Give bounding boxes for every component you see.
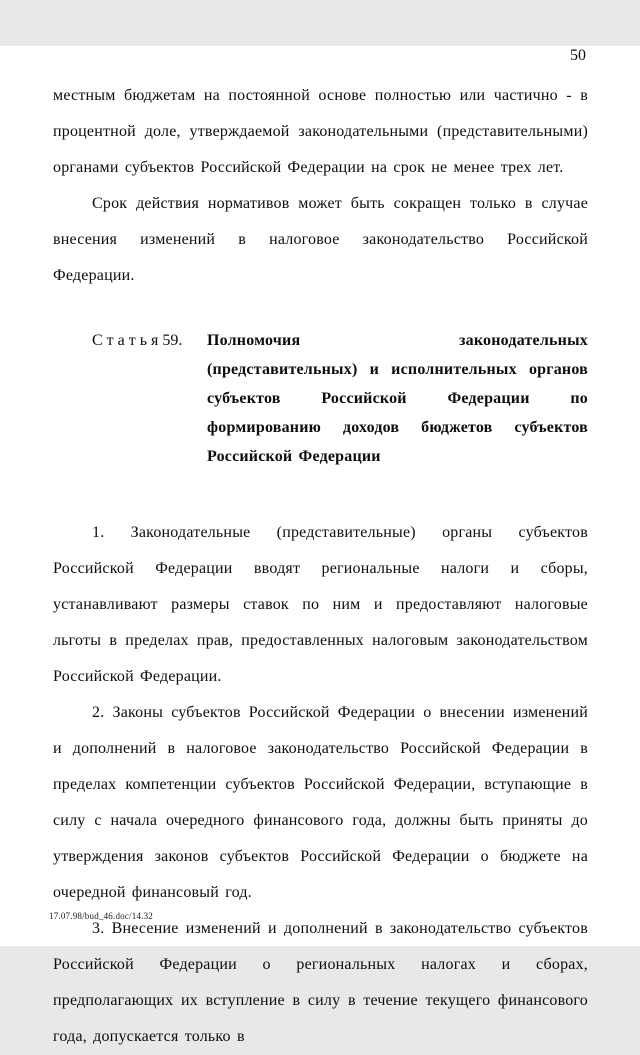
paragraph-norm-duration: Срок действия нормативов может быть сокращен только в случае внесения изменений в налоговое законодательство Российской Федерации. (53, 195, 588, 284)
page-number: 50 (570, 47, 586, 64)
paragraph-continuation: местным бюджетам на постоянной основе полностью или частично - в процентной доле, утверждаемой законодательными (представительными) органами субъектов Российской Федерации на срок не менее трех лет. (53, 87, 588, 176)
document-page (0, 46, 640, 1045)
paragraph-item-1: 1. Законодательные (представительные) органы субъектов Российской Федерации вводят региональные налоги и сборы, устанавливают размеры ставок по ним и предоставляют налоговые льготы в пределах прав, предоставленных налоговым законодательством Российской Федерации. (53, 524, 588, 685)
paragraph-item-3: 3. Внесение изменений и дополнений в законодательство субъектов Российской Федерации о региональных налогах и сборах, предполагающих их вступление в силу в течение текущего финансового года, допускается только в (53, 920, 588, 1045)
article-number-label: С т а т ь я 59. (92, 332, 183, 349)
paragraph-item-2: 2. Законы субъектов Российской Федерации о внесении изменений и дополнений в налоговое законодательство Российской Федерации в пределах компетенции субъектов Российской Федерации, вступающие в силу с начала очередного финансового года, должны быть приняты до утверждения законов субъектов Российской Федерации о бюджете на очередной финансовый год. (53, 704, 588, 901)
article-title: Полномочия законодательных (представительных) и исполнительных органов субъектов Российской Федерации по формированию доходов бюджетов субъектов Российской Федерации (207, 332, 588, 465)
footer-file-stamp: 17.07.98/bud_46.doc/14.32 (49, 911, 153, 921)
article-heading (53, 326, 588, 471)
